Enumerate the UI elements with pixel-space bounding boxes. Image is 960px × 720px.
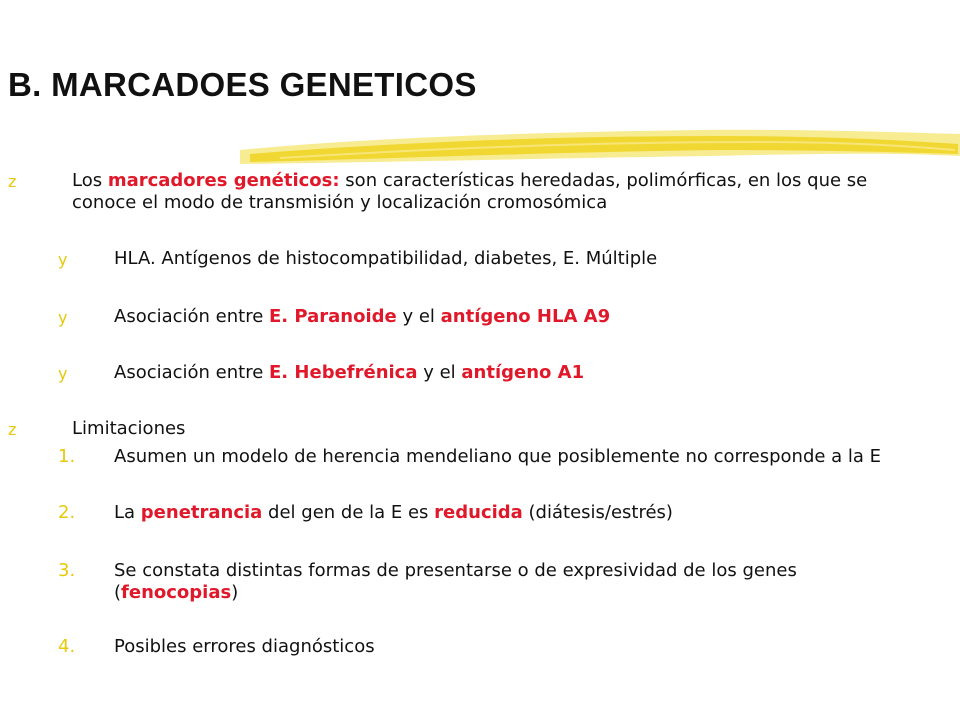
page-title: B. MARCADOES GENETICOS bbox=[8, 66, 477, 103]
intro-line-2: conoce el modo de transmisión y localización cromosómica bbox=[72, 192, 608, 213]
z-bullet-icon: z bbox=[8, 420, 17, 439]
term-fenocopias: fenocopias bbox=[121, 582, 232, 603]
intro-line-1: Los marcadores genéticos: son características heredadas, polimórficas, en los que se bbox=[72, 170, 868, 191]
y-bullet-icon: y bbox=[58, 250, 68, 269]
y-bullet-icon: y bbox=[58, 364, 68, 383]
y-bullet-icon: y bbox=[58, 308, 68, 327]
term-marcadores-geneticos: marcadores genéticos: bbox=[107, 170, 340, 191]
z-bullet-icon: z bbox=[8, 172, 17, 191]
decorative-yellow-brush-stroke bbox=[240, 124, 960, 170]
